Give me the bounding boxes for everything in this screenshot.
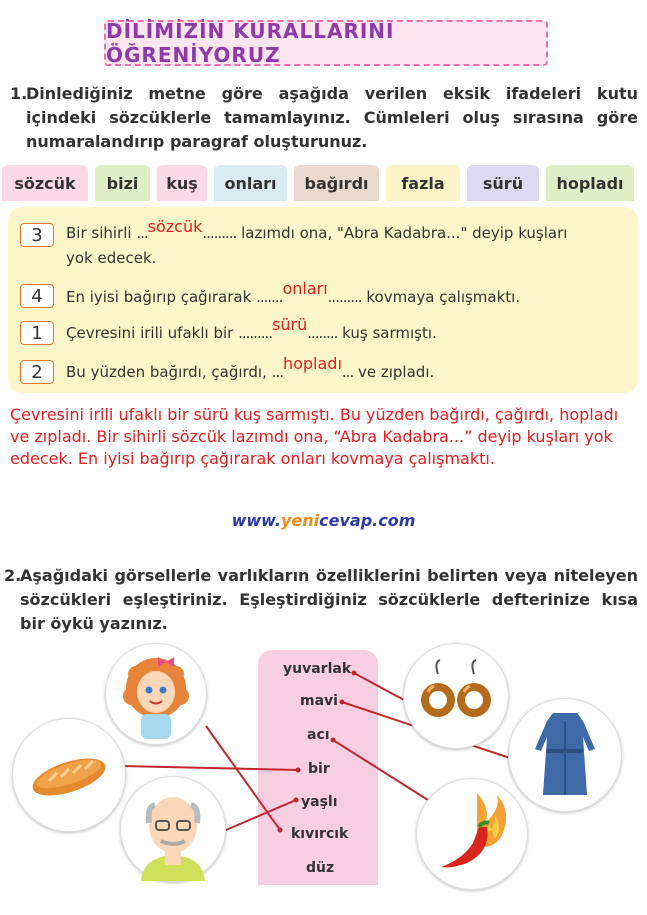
- filled-answer[interactable]: hopladı: [282, 354, 342, 373]
- word-chip: kuş: [157, 165, 207, 201]
- sentence-line-continued: yok edecek.: [66, 249, 157, 267]
- order-number-box[interactable]: 4: [20, 284, 54, 308]
- answer-paragraph: Çevresini irili ufaklı bir sürü kuş sarmıştı. Bu yüzden bağırdı, çağırdı, hopladı ve zıpladı. Bir sihirli sözcük lazımdı ona, “Abra Kadabra...” deyip kuşları yok edecek. En iyisi bağırıp çağırarak onları kovmaya çalışmaktı.: [10, 405, 619, 468]
- word-chip: hopladı: [546, 165, 634, 201]
- word-chip: bizi: [95, 165, 150, 201]
- order-number-box[interactable]: 1: [20, 321, 54, 345]
- q2-number: 2.: [4, 566, 22, 585]
- q2-instruction: Aşağıdaki görsellerle varlıkların özelliklerini belirten veya niteleyen sözcükleri eşleştiriniz. Eşleştirdiğiniz sözcüklerle defterinize kısa bir öykü yazınız.: [20, 566, 638, 633]
- match-word[interactable]: bir: [308, 761, 330, 777]
- q1-instruction: Dinlediğiniz metne göre aşağıda verilen eksik ifadeleri kutu içindeki sözcüklerle tamamlayınız. Cümleleri oluş sırasına göre numaralandırıp paragraf oluşturunuz.: [26, 84, 638, 151]
- website-watermark: www.yenicevap.com: [231, 511, 416, 530]
- match-word[interactable]: düz: [306, 860, 335, 876]
- sentence-line: En iyisi bağırıp çağırarak .......onları......... kovmaya çalışmaktı.: [66, 279, 521, 306]
- order-number-box[interactable]: 2: [20, 360, 54, 384]
- word-chip: onları: [214, 165, 287, 201]
- bread-picture[interactable]: [12, 718, 126, 832]
- word-chip: bağırdı: [294, 165, 379, 201]
- sentence-line: Çevresini irili ufaklı bir .........sürü........ kuş sarmıştı.: [66, 315, 437, 342]
- sentence-line: Bu yüzden bağırdı, çağırdı, ...hopladı... ve zıpladı.: [66, 354, 435, 381]
- hot-pepper-picture[interactable]: [416, 778, 528, 890]
- match-word[interactable]: mavi: [300, 693, 338, 709]
- sentence-line: Bir sihirli ...sözcük......... lazımdı ona, "Abra Kadabra..." deyip kuşları: [66, 217, 568, 242]
- match-word[interactable]: yuvarlak: [283, 661, 352, 677]
- line-bir-bread: [120, 766, 298, 770]
- q1-number: 1.: [10, 84, 28, 103]
- pepper-icon: [417, 779, 527, 889]
- line-aci-pepper: [333, 740, 428, 800]
- filled-answer[interactable]: sözcük: [147, 217, 203, 236]
- filled-answer[interactable]: sürü: [272, 315, 308, 334]
- match-word[interactable]: kıvırcık: [291, 826, 349, 842]
- match-word[interactable]: acı: [307, 727, 330, 743]
- filled-answer[interactable]: onları: [282, 279, 328, 298]
- word-chip: sözcük: [2, 165, 88, 201]
- line-yuvarlak-earrings: [354, 673, 404, 700]
- round-earrings-picture[interactable]: [403, 643, 509, 749]
- word-chip: sürü: [467, 165, 539, 201]
- earrings-icon: [404, 644, 508, 748]
- bread-icon: [13, 719, 125, 831]
- grandpa-picture[interactable]: [120, 776, 226, 882]
- match-word[interactable]: yaşlı: [301, 794, 338, 810]
- grandpa-icon: [121, 777, 225, 881]
- page-title: DİLİMİZİN KURALLARINI ÖĞRENİYORUZ: [106, 19, 395, 67]
- word-chip: fazla: [386, 165, 460, 201]
- order-number-box[interactable]: 3: [20, 223, 54, 247]
- title-banner: [104, 20, 548, 66]
